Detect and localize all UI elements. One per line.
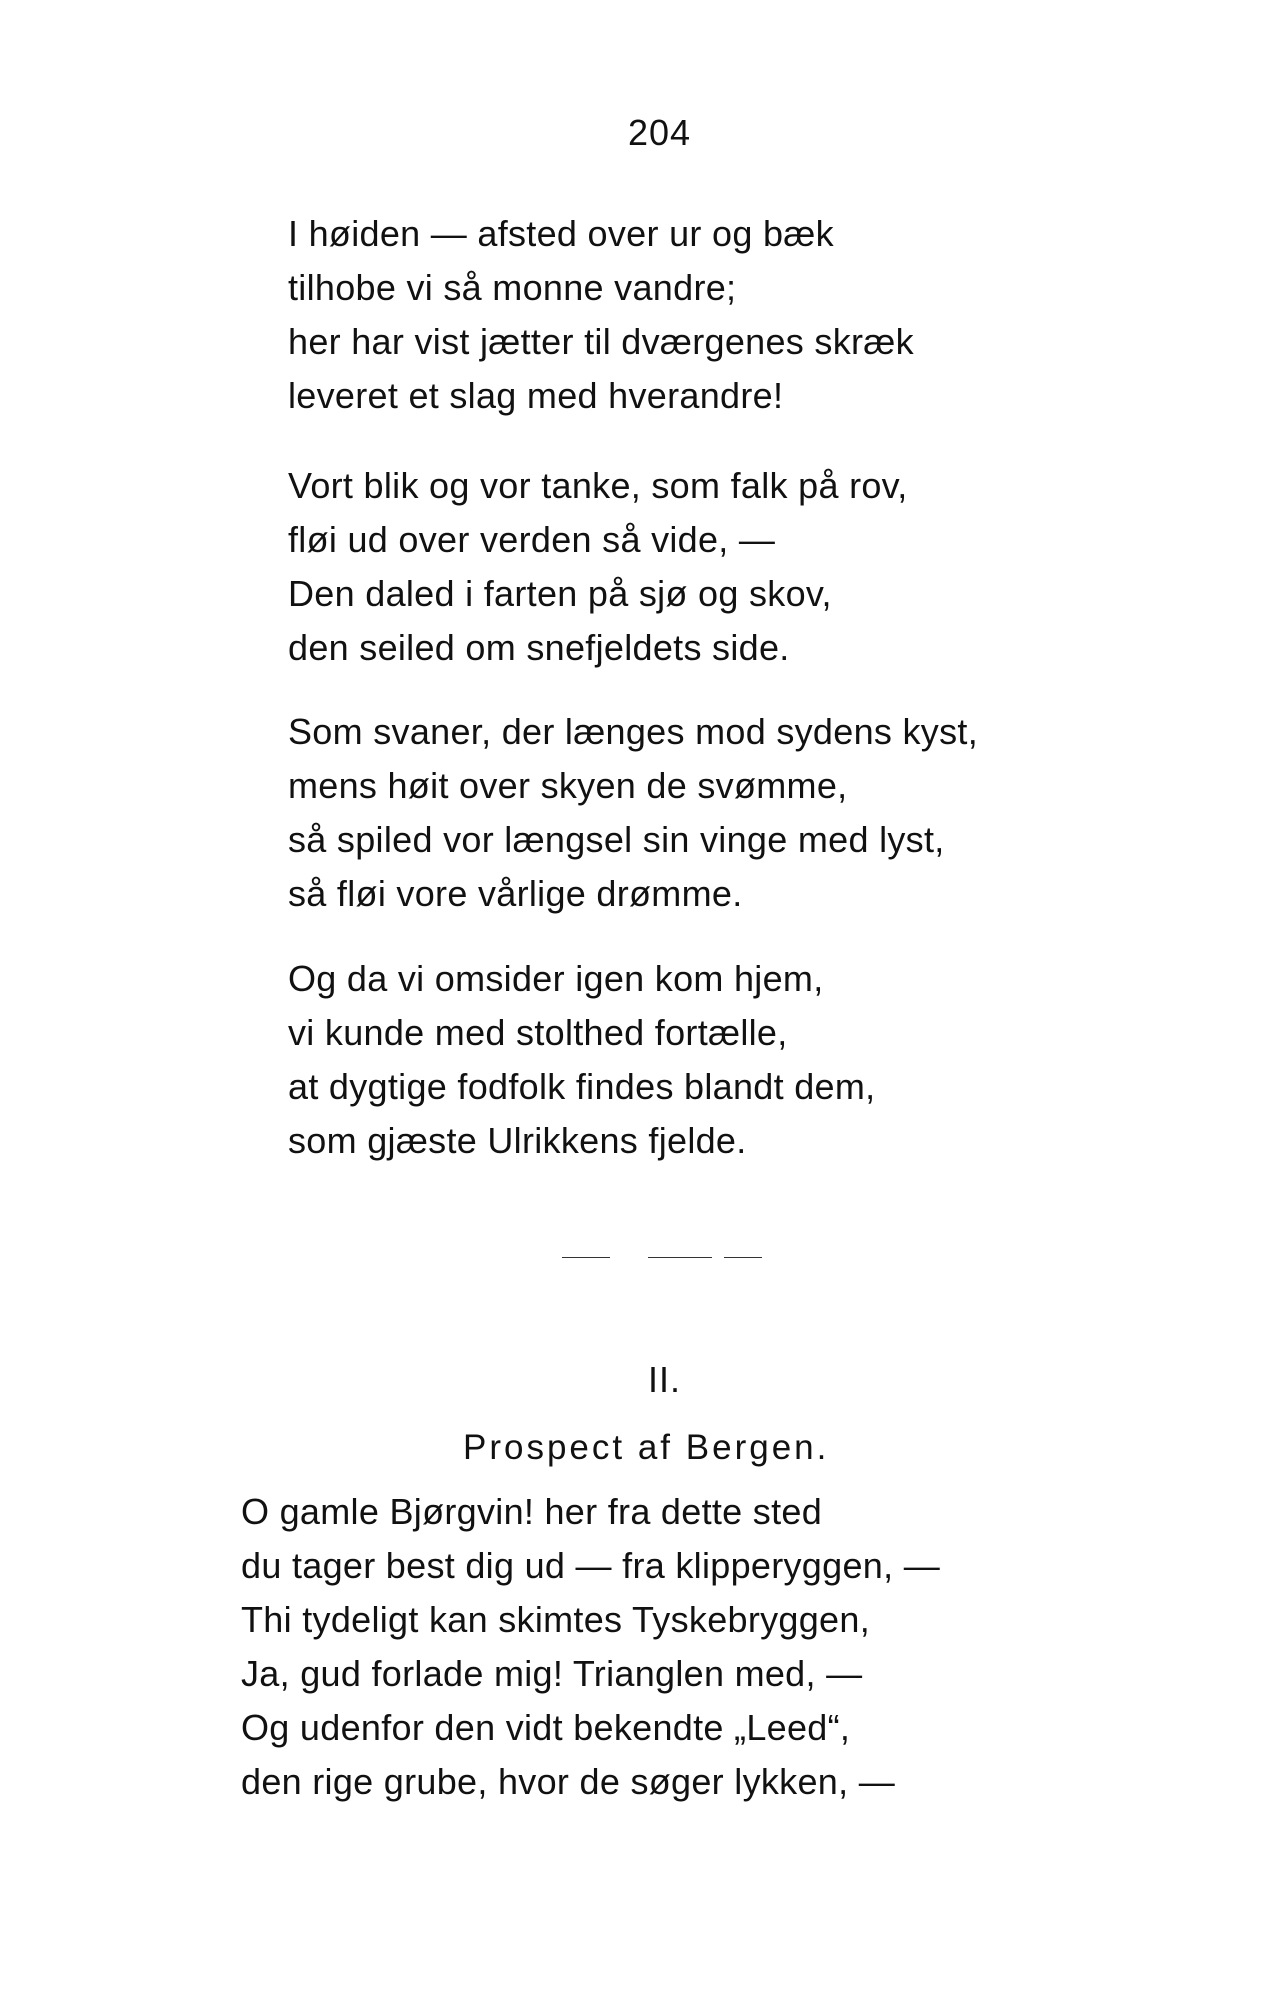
- verse-line: så spiled vor længsel sin vinge med lyst,: [288, 819, 945, 860]
- section-number: II.: [648, 1359, 682, 1400]
- verse-line: Thi tydeligt kan skimtes Tyskebryggen,: [241, 1599, 871, 1640]
- verse-line: den rige grube, hvor de søger lykken, —: [241, 1761, 896, 1802]
- verse-line: så fløi vore vårlige drømme.: [288, 873, 743, 914]
- verse-line: som gjæste Ulrikkens fjelde.: [288, 1120, 747, 1161]
- verse-line: tilhobe vi så monne vandre;: [288, 267, 737, 308]
- page-number: 204: [628, 112, 692, 153]
- verse-line: fløi ud over verden så vide, —: [288, 519, 776, 560]
- verse-line: vi kunde med stolthed fortælle,: [288, 1012, 788, 1053]
- verse-line: Vort blik og vor tanke, som falk på rov,: [288, 465, 908, 506]
- stanza: [241, 1485, 940, 1809]
- verse-line: leveret et slag med hverandre!: [288, 375, 784, 416]
- verse-line: Ja, gud forlade mig! Trianglen med, —: [241, 1653, 863, 1694]
- verse-line: du tager best dig ud — fra klipperyggen, —: [241, 1545, 940, 1586]
- verse-line: her har vist jætter til dværgenes skræk: [288, 321, 914, 362]
- section-divider: [562, 1257, 762, 1259]
- verse-line: den seiled om snefjeldets side.: [288, 627, 790, 668]
- verse-line: I høiden — afsted over ur og bæk: [288, 213, 834, 254]
- verse-line: Den daled i farten på sjø og skov,: [288, 573, 832, 614]
- stanza: [288, 207, 914, 423]
- verse-line: Og udenfor den vidt bekendte „Leed“,: [241, 1707, 851, 1748]
- stanza: [288, 952, 875, 1168]
- stanza: [288, 705, 978, 921]
- verse-line: Som svaner, der længes mod sydens kyst,: [288, 711, 979, 752]
- stanza: [288, 459, 908, 675]
- verse-line: Og da vi omsider igen kom hjem,: [288, 958, 824, 999]
- verse-line: O gamle Bjørgvin! her fra dette sted: [241, 1491, 823, 1532]
- section-title: Prospect af Bergen.: [463, 1428, 830, 1467]
- verse-line: at dygtige fodfolk findes blandt dem,: [288, 1066, 876, 1107]
- verse-line: mens høit over skyen de svømme,: [288, 765, 848, 806]
